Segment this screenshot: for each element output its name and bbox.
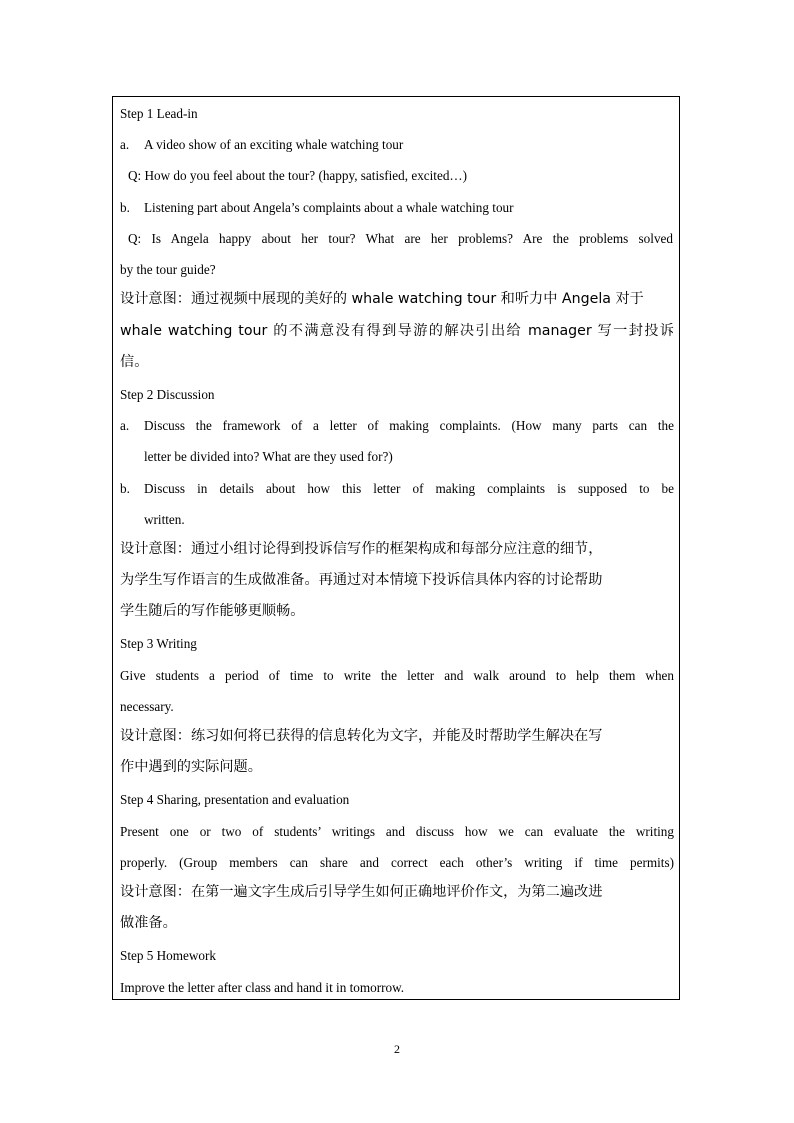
step1-b-marker: b.	[120, 200, 130, 215]
step5-heading: Step 5 Homework	[120, 948, 216, 963]
step1-question2-line1: Q: Is Angela happy about her tour? What are her problems? Are the problems solved	[128, 231, 673, 246]
step1-question1: Q: How do you feel about the tour? (happy, satisfied, excited…)	[128, 168, 467, 183]
step3-line2: necessary.	[120, 699, 174, 714]
step4-line1: Present one or two of students’ writings and discuss how we can evaluate the writing	[120, 824, 674, 839]
step3-intent-line2: 作中遇到的实际问题。	[120, 759, 262, 775]
step4-line2: properly. (Group members can share and correct each other’s writing if time permits)	[120, 855, 674, 870]
step2-b-marker: b.	[120, 481, 130, 496]
step1-a-marker: a.	[120, 137, 130, 152]
step3-heading: Step 3 Writing	[120, 636, 197, 651]
step1-intent-line2: whale watching tour 的不满意没有得到导游的解决引出给 manager 写一封投诉	[120, 323, 674, 339]
step2-intent-line1: 设计意图：通过小组讨论得到投诉信写作的框架构成和每部分应注意的细节，	[120, 541, 603, 557]
step2-heading: Step 2 Discussion	[120, 387, 215, 402]
step1-a-text: A video show of an exciting whale watching tour	[144, 137, 404, 152]
step4-intent-line2: 做准备。	[120, 915, 177, 931]
step3-line1: Give students a period of time to write the letter and walk around to help them when	[120, 668, 674, 683]
step2-a-marker: a.	[120, 418, 130, 433]
step1-intent-line3: 信。	[120, 354, 149, 370]
step2-intent-line3: 学生随后的写作能够更顺畅。	[120, 603, 305, 619]
step1-intent-line1: 设计意图：通过视频中展现的美好的 whale watching tour 和听力中 Angela 对于	[120, 291, 644, 307]
step2-a-line1: Discuss the framework of a letter of making complaints. (How many parts can the	[144, 418, 674, 433]
step2-a-line2: letter be divided into? What are they used for?)	[144, 449, 393, 464]
step2-b-line2: written.	[144, 512, 185, 527]
step5-line1: Improve the letter after class and hand it in tomorrow.	[120, 980, 405, 995]
step2-b-line1: Discuss in details about how this letter of making complaints is supposed to be	[144, 481, 674, 496]
step4-intent-line1: 设计意图：在第一遍文字生成后引导学生如何正确地评价作文，为第二遍改进	[120, 884, 603, 900]
step3-intent-line1: 设计意图：练习如何将已获得的信息转化为文字，并能及时帮助学生解决在写	[120, 728, 603, 744]
step1-question2-line2: by the tour guide?	[120, 262, 216, 277]
page-number: 2	[394, 1042, 400, 1056]
step1-heading: Step 1 Lead-in	[120, 106, 198, 121]
step4-heading: Step 4 Sharing, presentation and evaluation	[120, 792, 350, 807]
step2-intent-line2: 为学生写作语言的生成做准备。再通过对本情境下投诉信具体内容的讨论帮助	[120, 572, 603, 588]
step1-b-text: Listening part about Angela’s complaints about a whale watching tour	[144, 200, 514, 215]
